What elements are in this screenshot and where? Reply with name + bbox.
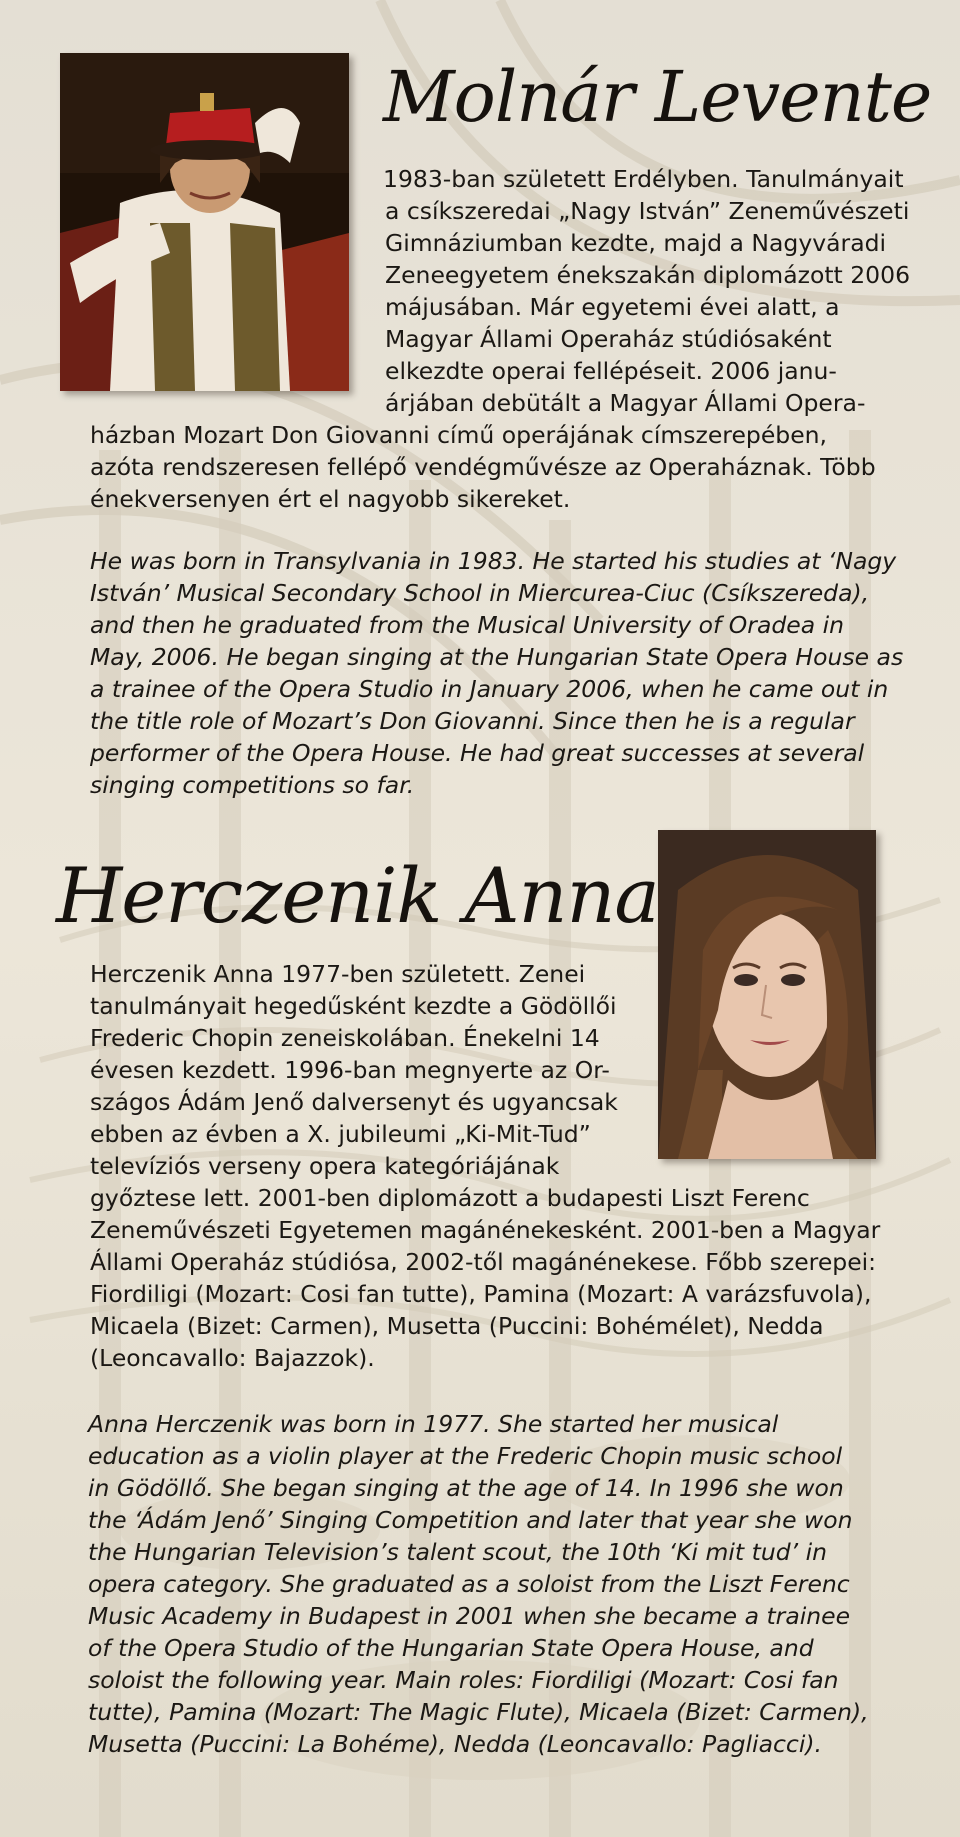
bio-line: tanulmányait hegedűsként kezdte a Gödöllői [90, 992, 617, 1020]
bio-line: singing competitions so far. [90, 771, 415, 799]
bio-line: árjában debütált a Magyar Állami Opera- [385, 389, 866, 417]
bio-line: házban Mozart Don Giovanni című operájának címszerepében, [90, 421, 828, 449]
bio-line: He was born in Transylvania in 1983. He started his studies at ‘Nagy [90, 547, 897, 575]
bio-line: Zeneegyetem énekszakán diplomázott 2006 [385, 261, 911, 289]
bio-line: Music Academy in Budapest in 2001 when she became a trainee [88, 1602, 851, 1630]
artist1-name: Molnár Levente [383, 56, 932, 138]
bio-line: Gimnáziumban kezdte, majd a Nagyváradi [385, 229, 887, 257]
bio-line: a trainee of the Opera Studio in January 2006, when he came out in [90, 675, 889, 703]
bio-line: tutte), Pamina (Mozart: The Magic Flute), Micaela (Bizet: Carmen), [88, 1698, 869, 1726]
bio-line: Frederic Chopin zeneiskolában. Énekelni 14 [90, 1024, 600, 1052]
bio-line: opera category. She graduated as a soloist from the Liszt Ferenc [88, 1570, 850, 1598]
artist1-bio-english [90, 545, 960, 801]
bio-line: education as a violin player at the Frederic Chopin music school [88, 1442, 843, 1470]
bio-line: ebben az évben a X. jubileumi „Ki-Mit-Tud” [90, 1120, 591, 1148]
bio-line: televíziós verseny opera kategóriájának [90, 1152, 560, 1180]
bio-line: Fiordiligi (Mozart: Cosi fan tutte), Pamina (Mozart: A varázsfuvola), [90, 1280, 872, 1308]
artist2-name: Herczenik Anna [56, 851, 659, 940]
bio-line: István’ Musical Secondary School in Miercurea-Ciuc (Csíkszereda), [90, 579, 870, 607]
bio-line: (Leoncavallo: Bajazzok). [90, 1344, 375, 1372]
bio-line: énekversenyen ért el nagyobb sikereket. [90, 485, 571, 513]
bio-line: Micaela (Bizet: Carmen), Musetta (Puccini: Bohémélet), Nedda [90, 1312, 824, 1340]
bio-line: the title role of Mozart’s Don Giovanni. Since then he is a regular [90, 707, 855, 735]
artist1-bio-hungarian [0, 163, 960, 515]
bio-line: májusában. Már egyetemi évei alatt, a [385, 293, 840, 321]
bio-line: azóta rendszeresen fellépő vendégművésze az Operaháznak. Több [90, 453, 876, 481]
bio-line: évesen kezdett. 1996-ban megnyerte az Or- [90, 1056, 610, 1084]
bio-line: elkezdte operai fellépéseit. 2006 janu- [385, 357, 837, 385]
bio-line: 1983-ban született Erdélyben. Tanulmányait [383, 165, 904, 193]
bio-line: performer of the Opera House. He had great successes at several [90, 739, 865, 767]
bio-line: the Hungarian Television’s talent scout, the 10th ‘Ki mit tud’ in [88, 1538, 827, 1566]
artist2-bio-english [88, 1408, 960, 1760]
bio-line: and then he graduated from the Musical University of Oradea in [90, 611, 845, 639]
bio-line: Anna Herczenik was born in 1977. She started her musical [88, 1410, 779, 1438]
bio-line: a csíkszeredai „Nagy István” Zeneművészeti [385, 197, 910, 225]
bio-line: Herczenik Anna 1977-ben született. Zenei [90, 960, 586, 988]
bio-line: May, 2006. He began singing at the Hungarian State Opera House as [90, 643, 904, 671]
artist2-bio-hungarian [90, 958, 960, 1374]
bio-line: Magyar Állami Operaház stúdiósaként [385, 325, 832, 353]
bio-line: szágos Ádám Jenő dalversenyt és ugyancsak [90, 1088, 618, 1116]
bio-line: in Gödöllő. She began singing at the age of 14. In 1996 she won [88, 1474, 844, 1502]
bio-line: Állami Operaház stúdiósa, 2002-től magánénekese. Főbb szerepei: [90, 1248, 877, 1276]
bio-line: Zeneművészeti Egyetemen magánénekesként. 2001-ben a Magyar [90, 1216, 881, 1244]
bio-line: Musetta (Puccini: La Bohéme), Nedda (Leoncavallo: Pagliacci). [88, 1730, 822, 1758]
bio-line: győztese lett. 2001-ben diplomázott a budapesti Liszt Ferenc [90, 1184, 810, 1212]
bio-line: the ‘Ádám Jenő’ Singing Competition and later that year she won [88, 1506, 853, 1534]
bio-line: soloist the following year. Main roles: Fiordiligi (Mozart: Cosi fan [88, 1666, 839, 1694]
bio-line: of the Opera Studio of the Hungarian State Opera House, and [88, 1634, 814, 1662]
